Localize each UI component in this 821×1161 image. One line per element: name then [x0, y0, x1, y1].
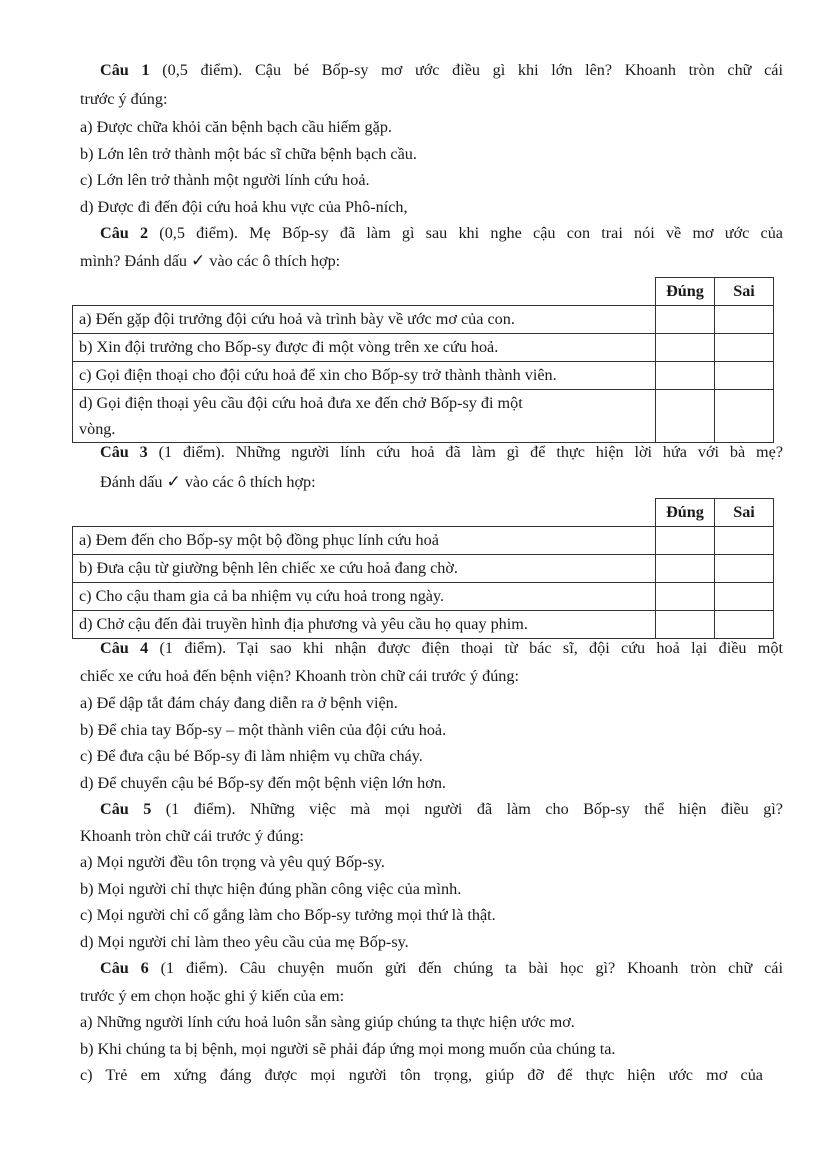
q2-row-d-false-box[interactable]	[715, 390, 774, 443]
q4-line1: Câu 4 (1 điểm). Tại sao khi nhận được điện thoại từ bác sĩ, đội cứu hoả lại điều một	[100, 639, 783, 657]
table-row	[73, 611, 774, 639]
q6-option-c[interactable]: c) Trẻ em xứng đáng được mọi người tôn trọng, giúp đỡ để thực hiện ước mơ của	[80, 1066, 763, 1084]
q1-option-b[interactable]: b) Lớn lên trở thành một bác sĩ chữa bệnh bạch cầu.	[80, 145, 417, 163]
q3-line2: Đánh dấu ✓ vào các ô thích hợp:	[100, 472, 316, 492]
q2-row-d-true-box[interactable]	[656, 390, 715, 443]
q2-row-a: a) Đến gặp đội trưởng đội cứu hoả và trình bày về ước mơ của con.	[73, 306, 656, 334]
q3-table	[72, 498, 774, 639]
q6-option-b[interactable]: b) Khi chúng ta bị bệnh, mọi người sẽ phải đáp ứng mọi mong muốn của chúng ta.	[80, 1040, 616, 1058]
q1-line1: Câu 1 (0,5 điểm). Cậu bé Bốp-sy mơ ước điều gì khi lớn lên? Khoanh tròn chữ cái	[100, 61, 783, 79]
q2-row-a-true-box[interactable]	[656, 306, 715, 334]
q5-option-a[interactable]: a) Mọi người đều tôn trọng và yêu quý Bốp-sy.	[80, 853, 385, 871]
q5-option-d[interactable]: d) Mọi người chỉ làm theo yêu cầu của mẹ Bốp-sy.	[80, 933, 409, 951]
q2-header-false: Sai	[715, 278, 774, 306]
q1-line2: trước ý đúng:	[80, 90, 168, 108]
q3-row-c: c) Cho cậu tham gia cả ba nhiệm vụ cứu hoả trong ngày.	[73, 583, 656, 611]
q6-option-a[interactable]: a) Những người lính cứu hoả luôn sẵn sàng giúp chúng ta thực hiện ước mơ.	[80, 1013, 575, 1031]
table-row	[73, 390, 774, 443]
q3-row-a: a) Đem đến cho Bốp-sy một bộ đồng phục lính cứu hoả	[73, 527, 656, 555]
q3-row-a-false-box[interactable]	[715, 527, 774, 555]
q3-row-c-false-box[interactable]	[715, 583, 774, 611]
q6-line2: trước ý em chọn hoặc ghi ý kiến của em:	[80, 987, 345, 1005]
q1-option-c[interactable]: c) Lớn lên trở thành một người lính cứu hoả.	[80, 171, 370, 189]
q3-row-b: b) Đưa cậu từ giường bệnh lên chiếc xe cứu hoả đang chờ.	[73, 555, 656, 583]
q4-option-a[interactable]: a) Để dập tắt đám cháy đang diễn ra ở bệnh viện.	[80, 694, 398, 712]
q2-row-d: d) Gọi điện thoại yêu cầu đội cứu hoả đưa xe đến chở Bốp-sy đi một vòng.	[73, 390, 656, 443]
q4-number: Câu 4	[100, 639, 149, 657]
table-row	[73, 555, 774, 583]
q2-row-c-false-box[interactable]	[715, 362, 774, 390]
q5-line1: Câu 5 (1 điểm). Những việc mà mọi người đã làm cho Bốp-sy thể hiện điều gì?	[100, 800, 783, 818]
q4-line2: chiếc xe cứu hoả đến bệnh viện? Khoanh tròn chữ cái trước ý đúng:	[80, 667, 519, 685]
q6-number: Câu 6	[100, 959, 149, 977]
q3-number: Câu 3	[100, 443, 148, 461]
q5-line2: Khoanh tròn chữ cái trước ý đúng:	[80, 827, 304, 845]
q2-row-b-false-box[interactable]	[715, 334, 774, 362]
q2-number: Câu 2	[100, 224, 149, 242]
checkmark-icon: ✓	[191, 251, 206, 271]
q4-option-b[interactable]: b) Để chia tay Bốp-sy – một thành viên của đội cứu hoả.	[80, 721, 447, 739]
checkmark-icon: ✓	[166, 472, 181, 492]
q3-row-d: d) Chở cậu đến đài truyền hình địa phương và yêu cầu họ quay phim.	[73, 611, 656, 639]
q3-row-b-true-box[interactable]	[656, 555, 715, 583]
q2-row-b-true-box[interactable]	[656, 334, 715, 362]
q3-header-false: Sai	[715, 499, 774, 527]
q6-line1: Câu 6 (1 điểm). Câu chuyện muốn gửi đến chúng ta bài học gì? Khoanh tròn chữ cái	[100, 959, 783, 977]
q2-row-a-false-box[interactable]	[715, 306, 774, 334]
table-row	[73, 362, 774, 390]
q5-option-c[interactable]: c) Mọi người chỉ cố gắng làm cho Bốp-sy tưởng mọi thứ là thật.	[80, 906, 496, 924]
q2-row-c-true-box[interactable]	[656, 362, 715, 390]
q5-number: Câu 5	[100, 800, 152, 818]
q3-row-d-false-box[interactable]	[715, 611, 774, 639]
q3-row-b-false-box[interactable]	[715, 555, 774, 583]
q2-line2: mình? Đánh dấu ✓ vào các ô thích hợp:	[80, 251, 341, 271]
q4-option-d[interactable]: d) Để chuyển cậu bé Bốp-sy đến một bệnh viện lớn hơn.	[80, 774, 446, 792]
q2-table	[72, 277, 774, 443]
q3-header-true: Đúng	[656, 499, 715, 527]
q1-option-d[interactable]: d) Được đi đến đội cứu hoả khu vực của Phô-ních,	[80, 198, 408, 216]
q1-number: Câu 1	[100, 61, 150, 79]
table-row	[73, 334, 774, 362]
q2-row-b: b) Xin đội trưởng cho Bốp-sy được đi một vòng trên xe cứu hoả.	[73, 334, 656, 362]
q5-option-b[interactable]: b) Mọi người chỉ thực hiện đúng phần công việc của mình.	[80, 880, 462, 898]
q3-row-a-true-box[interactable]	[656, 527, 715, 555]
table-row	[73, 306, 774, 334]
q2-header-true: Đúng	[656, 278, 715, 306]
q3-row-d-true-box[interactable]	[656, 611, 715, 639]
q4-option-c[interactable]: c) Để đưa cậu bé Bốp-sy đi làm nhiệm vụ chữa cháy.	[80, 747, 423, 765]
q2-header-blank	[73, 278, 656, 306]
q2-line1: Câu 2 (0,5 điểm). Mẹ Bốp-sy đã làm gì sau khi nghe cậu con trai nói về mơ ước của	[100, 224, 783, 242]
q3-line1: Câu 3 (1 điểm). Những người lính cứu hoả đã làm gì để thực hiện lời hứa với bà mẹ?	[100, 443, 783, 461]
q3-row-c-true-box[interactable]	[656, 583, 715, 611]
q1-option-a[interactable]: a) Được chữa khỏi căn bệnh bạch cầu hiếm gặp.	[80, 118, 392, 136]
q2-row-c: c) Gọi điện thoại cho đội cứu hoả để xin cho Bốp-sy trở thành thành viên.	[73, 362, 656, 390]
table-row	[73, 583, 774, 611]
table-row	[73, 527, 774, 555]
q3-header-blank	[73, 499, 656, 527]
